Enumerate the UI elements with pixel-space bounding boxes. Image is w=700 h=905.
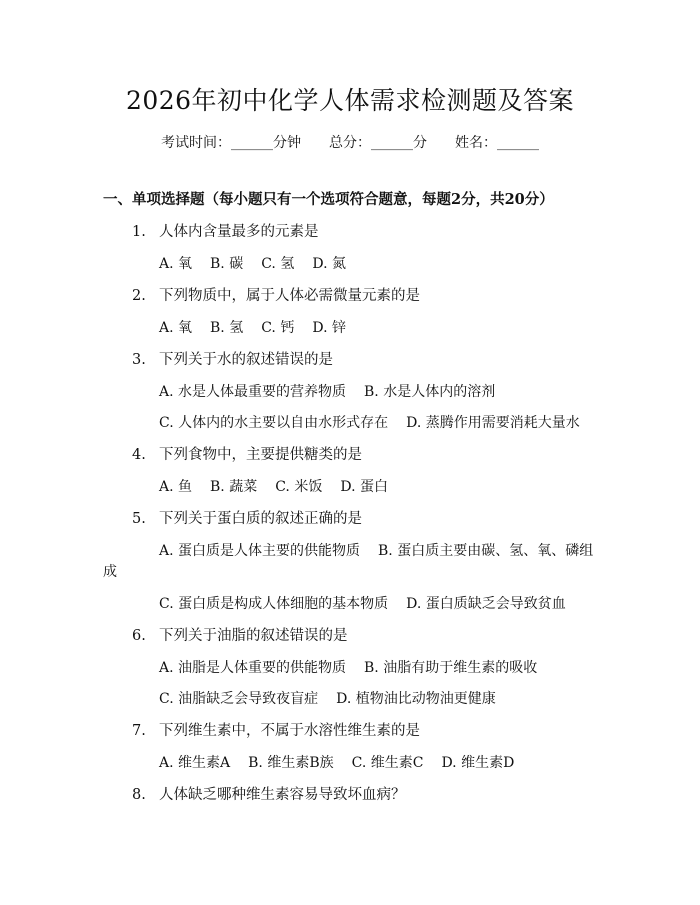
question-4-options	[159, 477, 406, 497]
question-6-options-row2	[159, 689, 514, 709]
question-3-options-row2	[159, 413, 598, 433]
option: C. 氢	[261, 256, 295, 272]
option: B. 碳	[210, 256, 244, 272]
question-2-options	[159, 318, 364, 338]
option: B. 蔬菜	[210, 479, 258, 495]
option: A. 蛋白质是人体主要的供能物质	[159, 543, 361, 559]
question-5: 5. 下列关于蛋白质的叙述正确的是	[132, 511, 362, 527]
exam-name: 姓名：______	[455, 135, 539, 151]
exam-info	[0, 133, 700, 153]
question-4: 4. 下列食物中，主要提供糖类的是	[132, 447, 362, 463]
exam-time: 考试时间：______分钟	[161, 135, 301, 151]
question-1: 1. 人体内含量最多的元素是	[132, 224, 319, 240]
question-6-options-row1	[159, 658, 555, 678]
option: A. 氧	[159, 256, 193, 272]
question-5-options-row1	[159, 541, 593, 561]
option: D. 蛋白质缺乏会导致贫血	[406, 596, 566, 612]
option: D. 氮	[312, 256, 346, 272]
option: A. 油脂是人体重要的供能物质	[159, 660, 347, 676]
option: C. 维生素C	[351, 755, 424, 771]
section-heading: 一、单项选择题（每小题只有一个选项符合题意，每题2分，共20分）	[103, 191, 554, 208]
option-wrap-continuation: 成	[103, 564, 117, 580]
option: D. 锌	[312, 320, 346, 336]
option: B. 油脂有助于维生素的吸收	[364, 660, 538, 676]
option: B. 水是人体内的溶剂	[364, 384, 496, 400]
option: A. 水是人体最重要的营养物质	[159, 384, 347, 400]
question-2: 2. 下列物质中，属于人体必需微量元素的是	[132, 288, 420, 304]
question-5-options-row2	[159, 594, 584, 614]
option: B. 蛋白质主要由碳、氢、氧、磷组	[378, 543, 594, 559]
question-1-options	[159, 254, 364, 274]
question-3: 3. 下列关于水的叙述错误的是	[132, 352, 333, 368]
question-7: 7. 下列维生素中，不属于水溶性维生素的是	[132, 723, 420, 739]
question-3-options-row1	[159, 382, 513, 402]
option: C. 油脂缺乏会导致夜盲症	[159, 691, 319, 707]
option: A. 氧	[159, 320, 193, 336]
option: C. 蛋白质是构成人体细胞的基本物质	[159, 596, 389, 612]
question-6: 6. 下列关于油脂的叙述错误的是	[132, 628, 348, 644]
option: A. 鱼	[159, 479, 193, 495]
page-title: 2026年初中化学人体需求检测题及答案	[125, 86, 575, 115]
option: D. 维生素D	[441, 755, 515, 771]
option: D. 蒸腾作用需要消耗大量水	[406, 415, 580, 431]
option: A. 维生素A	[159, 755, 231, 771]
option: D. 植物油比动物油更健康	[336, 691, 496, 707]
exam-score: 总分：______分	[329, 135, 427, 151]
option: D. 蛋白	[340, 479, 388, 495]
question-8: 8. 人体缺乏哪种维生素容易导致坏血病？	[132, 787, 406, 803]
option: B. 氢	[210, 320, 244, 336]
option: C. 米饭	[275, 479, 323, 495]
option: C. 人体内的水主要以自由水形式存在	[159, 415, 389, 431]
option: C. 钙	[261, 320, 295, 336]
option: B. 维生素B族	[248, 755, 334, 771]
question-7-options	[159, 753, 532, 773]
